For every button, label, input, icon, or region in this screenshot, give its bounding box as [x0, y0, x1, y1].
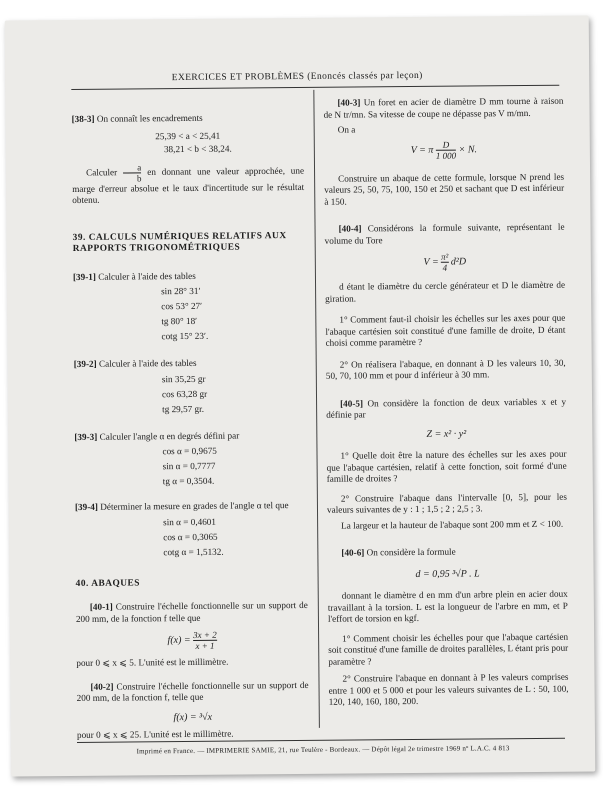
header-rule [71, 85, 559, 90]
exercise-40-5-q3: La largeur et la hauteur de l'abaque sont 200 mm et Z < 100. [341, 518, 564, 531]
exercise-39-1: [39-1] Calculer à l'aide des tables [72, 270, 196, 282]
formula-40-6: d = 0,95 ³√P . L [415, 567, 480, 580]
page-footer-imprint: Imprimé en France. — IMPRIMERIE SAMIE, 21, rue Teulère - Bordeaux. — Dépôt légal 2e trimestre 1969 nº L.A.C. 4 813 [136, 744, 510, 756]
table-39-1: sin 28° 31′ cos 53° 27′ tg 80° 18′ cotg 15° 23′. [161, 285, 209, 342]
inequality-a: 25,39 < a < 25,41 [155, 130, 221, 141]
exercise-39-2: [39-2] Calculer à l'aide des tables [73, 357, 197, 369]
left-column [72, 112, 309, 742]
exercise-40-3-task: Construire un abaque de cette formule, lorsque N prend les valeurs 25, 50, 75, 100, 150 et 250 et sachant que D est inférieur à 150. [324, 171, 565, 207]
exercise-40-6-definition: donnant le diamètre d en mm d'un arbre plein en acier doux travaillant à la torsion. L est la longueur de l'arbre en mm, et P l'effort de torsion en kgf. [327, 588, 568, 624]
exercise-40-3: [40-3] Un foret en acier de diamètre D mm tourne à raison de N tr/mn. Sa vitesse de coupe ne dépasse pas V m/mn. [323, 95, 564, 120]
section-40-title: 40. ABAQUES [75, 577, 141, 589]
section-39-title: 39. CALCULS NUMÉRIQUES RELATIFS AUX RAPPORTS TRIGONOMÉTRIQUES [72, 230, 287, 254]
exercise-40-6: [40-6] On considère la formule [341, 546, 456, 558]
exercise-40-5-q1: 1° Quelle doit être la nature des échelles sur les axes pour que l'abaque cartésien, relatif à cette fonction, soit formé d'une famille de droites ? [326, 448, 567, 484]
exercise-40-4-definition: d étant le diamètre du cercle générateur et D le diamètre de giration. [325, 279, 566, 304]
page-header: EXERCICES ET PROBLÈMES (Enoncés classés par leçon) [171, 70, 423, 84]
fraction-a-b: $\frac{a}{b}$ [123, 162, 142, 183]
table-39-2: sin 35,25 gr cos 63,28 gr tg 29,57 gr. [161, 373, 208, 414]
exercise-40-6-q2: 2° Construire l'abaque en donnant à P les valeurs comprises entre 1 000 et 5 000 et pour les valeurs suivantes de L : 50, 100, 120, 140, 160, 180, 200. [328, 671, 569, 707]
exercise-40-3-ona: On a [337, 124, 356, 135]
inequality-b: 38,21 < b < 38,24. [163, 143, 232, 155]
exercise-40-1-range: pour 0 ⩽ x ⩽ 5. L'unité est le millimètre. [76, 656, 229, 668]
exercise-38-3-question: Calculer $\frac{a}{b}$ en donnant une valeur approchée, une marge d'erreur absolue et le taux d'incertitude sur le résultat obtenu. [72, 161, 305, 205]
exercise-40-5-q2: 2° Construire l'abaque dans l'intervalle [0, 5], pour les valeurs suivantes de y : 1 ; 1,5 ; 2 ; 2,5 ; 3. [326, 491, 567, 515]
exercise-39-3: [39-3] Calculer l'angle α en degrés défini par [74, 430, 240, 442]
formula-40-5: Z = x² · y² [426, 428, 467, 440]
exercise-40-2-range: pour 0 ⩽ x ⩽ 25. L'unité est le millimètre. [76, 728, 234, 740]
exercise-40-4-q2: 2° On réalisera l'abaque, en donnant à D les valeurs 10, 30, 50, 70, 100 mm et pour d inférieur à 30 mm. [325, 357, 566, 381]
formula-40-2: f(x) = ³√x [173, 711, 213, 723]
column-divider [313, 90, 320, 728]
exercise-40-1: [40-1] Construire l'échelle fonctionnelle sur un support de 200 mm, de la fonction f telle que [75, 599, 308, 624]
formula-40-3: V = π $\frac{D}{1 000}$ × N. [410, 139, 478, 161]
exercise-40-2: [40-2] Construire l'échelle fonctionnelle sur un support de 200 mm, de la fonction f, telle que [76, 679, 309, 703]
exercise-40-5: [40-5] On considère la fonction de deux variables x et y définie par [326, 396, 567, 420]
formula-40-1: f(x) = $\frac{3x + 2}{x + 1}$ [167, 629, 217, 651]
exercise-38-3: [38-3] On connaît les encadrements [71, 112, 203, 124]
table-39-3: cos α = 0,9675 sin α = 0,7777 tg α = 0,3504. [162, 445, 217, 487]
exercise-40-4-q1: 1° Comment faut-il choisir les échelles sur les axes pour que l'abaque cartésien soit constitué d'une famille de droite, D étant choisi comme paramètre ? [325, 312, 566, 348]
formula-40-4: V = $\frac{\text{π²}}{4}$ d²D [423, 251, 467, 273]
right-column [323, 96, 568, 709]
exercise-40-6-q1: 1° Comment choisir les échelles pour que l'abaque cartésien soit constitué d'une famille de droites parallèles, L étant pris pour paramètre ? [328, 631, 569, 667]
book-page [5, 15, 596, 776]
exercise-39-4: [39-4] Déterminer la mesure en grades de l'angle α tel que [74, 500, 289, 512]
exercise-40-4: [40-4] Considérons la formule suivante, représentant le volume du Tore [324, 221, 565, 246]
table-39-4: sin α = 0,4601 cos α = 0,3065 cotg α = 1,5132. [163, 516, 224, 557]
